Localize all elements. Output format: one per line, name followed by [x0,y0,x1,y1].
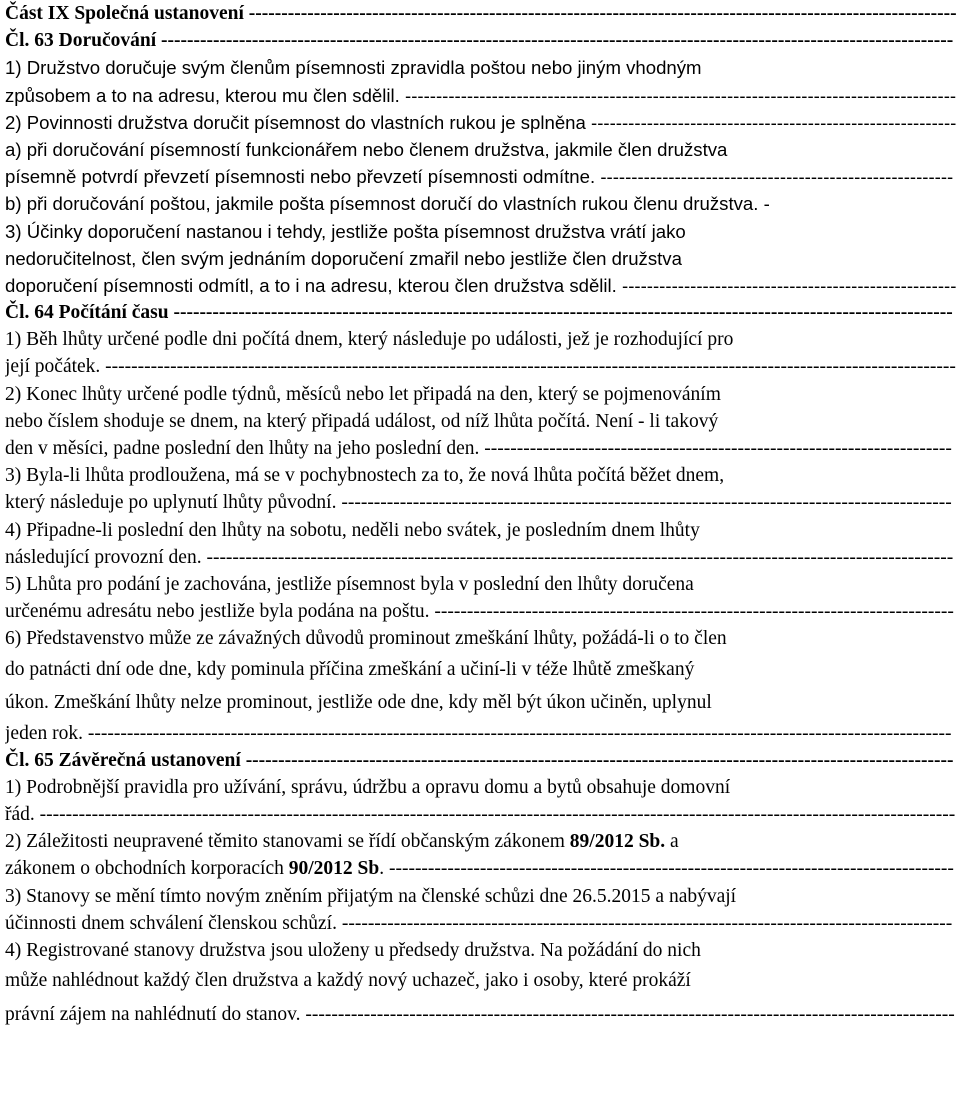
dash-leader: ------------------------------------------------------------------------------------------------------------------------------------- [87,722,952,744]
line-text: nedoručitelnost, člen svým jednáním doporučení zmařil nebo jestliže člen družstva [5,247,682,269]
line-text: a) při doručování písemností funkcionářem nebo členem družstva, jakmile člen družstva [5,138,728,160]
document-line [5,517,957,544]
line-text: 3) Stanovy se mění tímto novým zněním přijatým na členské schůzi dne 26.5.2015 a nabývají [5,885,737,907]
line-text: úkon. Zmeškání lhůty nelze prominout, jestliže ode dne, kdy měl být úkon učiněn, uplynul [5,692,712,713]
bold-text: Část IX Společná ustanovení [5,3,244,24]
document-line [5,686,957,720]
document-line [5,0,957,27]
dash-leader: -------------------------------------------------------------------------------------------------------------------------- [161,30,954,52]
line-text: následující provozní den. [5,546,202,568]
line-text: právní zájem na nahlédnutí do stanov. [5,1003,301,1025]
line-text: a [665,831,679,853]
dash-leader: ------------------------------------------------------------------------ [484,438,952,459]
document-line [5,937,957,964]
line-text: 1) Běh lhůty určené podle dni počítá dnem, který následuje po události, jež je rozhodující pro [5,329,734,351]
bold-text: Čl. 63 Doručování [5,30,157,52]
bold-text: 90/2012 Sb [288,858,380,880]
line-text: do patnácti dní ode dne, kdy pominula příčina zmeškání a učiní-li v téže lhůtě zmeškaný [5,658,695,680]
document-line [5,625,957,652]
dash-leader: ------------------------------------------------------ [622,274,957,296]
dash-leader: ---------------------------------------------------------------------------------------------- [341,912,953,934]
bold-text: Čl. 65 Závěrečná ustanovení [5,749,241,771]
line-text: . [379,858,385,880]
dash-leader: ------------------------------------------------------------------------------------------------------------------- [206,546,954,568]
document-body [5,0,957,1031]
line-text: 4) Připadne-li poslední den lhůty na sobotu, neděli nebo svátek, je posledním dnem lhůty [5,519,700,541]
document-line [5,910,957,937]
dash-leader: ------------------------------------------------------------------------------------------------------------- [245,749,954,771]
document-line [5,653,957,687]
document-line [5,381,957,408]
line-text: nebo číslem shoduje se dnem, na který připadá událost, od níž lhůta počítá. Není - li takový [5,410,719,432]
document-line [5,747,957,774]
document-line [5,408,957,435]
line-text: 6) Představenstvo může ze závažných důvodů prominout zmeškání lhůty, požádá-li o to člen [5,628,727,650]
line-text: 3) Byla-li lhůta prodloužena, má se v pochybnostech za to, že nová lhůta počítá běžet dnem, [5,465,725,487]
line-text: 2) Záležitosti neupravené těmito stanovami se řídí občanským zákonem [5,831,570,853]
line-text: 2) Povinnosti družstva doručit písemnost do vlastních rukou je splněna [5,111,586,133]
document-line [5,326,957,353]
document-line [5,720,957,747]
line-text: řád. [5,804,35,826]
dash-leader: ----------------------------------------------------------------------------------------- [405,84,957,106]
document-line [5,299,957,326]
line-text: jeden rok. [5,722,83,744]
document-line [5,163,957,190]
line-text: den v měsíci, padne poslední den lhůty na jeho poslední den. [5,438,480,459]
dash-leader: ----------------------------------------------------------- [591,111,957,133]
document-line [5,109,957,136]
dash-leader: ------------------------------------------------------------------------------------------------------------- [248,3,957,24]
line-text: zákonem o obchodních korporacích [5,858,289,880]
bold-text: Čl. 64 Počítání času [5,302,169,324]
document-line [5,571,957,598]
document-line [5,82,957,109]
line-text: který následuje po uplynutí lhůty původní. [5,492,337,514]
line-text: může nahlédnout každý člen družstva a každý nový uchazeč, jako i osoby, které prokáží [5,970,691,992]
document-line [5,855,957,882]
document-line [5,544,957,571]
document-line [5,774,957,801]
document-line [5,218,957,245]
dash-leader: ------------------------------------------------------------------------------------------------------------------------ [173,302,953,324]
document-line [5,190,957,217]
line-text: její počátek. [5,356,101,378]
line-text: účinnosti dnem schválení členskou schůzí. [5,912,337,934]
document-line [5,883,957,910]
line-text: 5) Lhůta pro podání je zachována, jestliže písemnost byla v poslední den lhůty doručena [5,573,694,595]
document-line [5,353,957,380]
document-line [5,462,957,489]
dash-leader: --------------------------------------------------------------------------------------- [388,858,954,880]
line-text: doporučení písemnosti odmítl, a to i na adresu, kterou člen družstva sdělil. [5,274,617,296]
document-line [5,245,957,272]
document-line [5,136,957,163]
document-line [5,801,957,828]
document-line [5,598,957,625]
document-line [5,964,957,998]
dash-leader: --------------------------------------------------------- [600,166,954,188]
document-line [5,998,957,1032]
dash-leader: ----------------------------------------------------------------------------------------------------------------------------------- [105,356,956,378]
bold-text: 89/2012 Sb. [569,831,666,853]
line-text: b) při doručování poštou, jakmile pošta písemnost doručí do vlastních rukou členu družstva. - [5,193,770,215]
document-line [5,435,957,462]
dash-leader: ---------------------------------------------------------------------------------------------------- [305,1003,955,1025]
line-text: písemně potvrdí převzetí písemnosti nebo převzetí písemnosti odmítne. [5,166,596,188]
line-text: 3) Účinky doporučení nastanou i tehdy, jestliže pošta písemnost družstva vrátí jako [5,220,686,242]
line-text: 1) Podrobnější pravidla pro užívání, správu, údržbu a opravu domu a bytů obsahuje domovní [5,776,731,798]
document-line [5,489,957,516]
document-line [5,27,957,54]
line-text: 2) Konec lhůty určené podle týdnů, měsíců nebo let připadá na den, který se pojmenováním [5,383,721,405]
dash-leader: --------------------------------------------------------------------------------------------------------------------------------------------- [39,804,956,826]
document-line [5,828,957,855]
line-text: 1) Družstvo doručuje svým členům písemnosti zpravidla poštou nebo jiným vhodným [5,57,702,79]
line-text: způsobem a to na adresu, kterou mu člen sdělil. [5,84,400,106]
line-text: 4) Registrované stanovy družstva jsou uloženy u předsedy družstva. Na požádání do nich [5,940,701,961]
dash-leader: ---------------------------------------------------------------------------------------------- [341,492,952,514]
document-line [5,54,957,81]
line-text: určenému adresátu nebo jestliže byla podána na poštu. [5,601,430,623]
dash-leader: -------------------------------------------------------------------------------- [434,601,954,623]
document-line [5,272,957,299]
